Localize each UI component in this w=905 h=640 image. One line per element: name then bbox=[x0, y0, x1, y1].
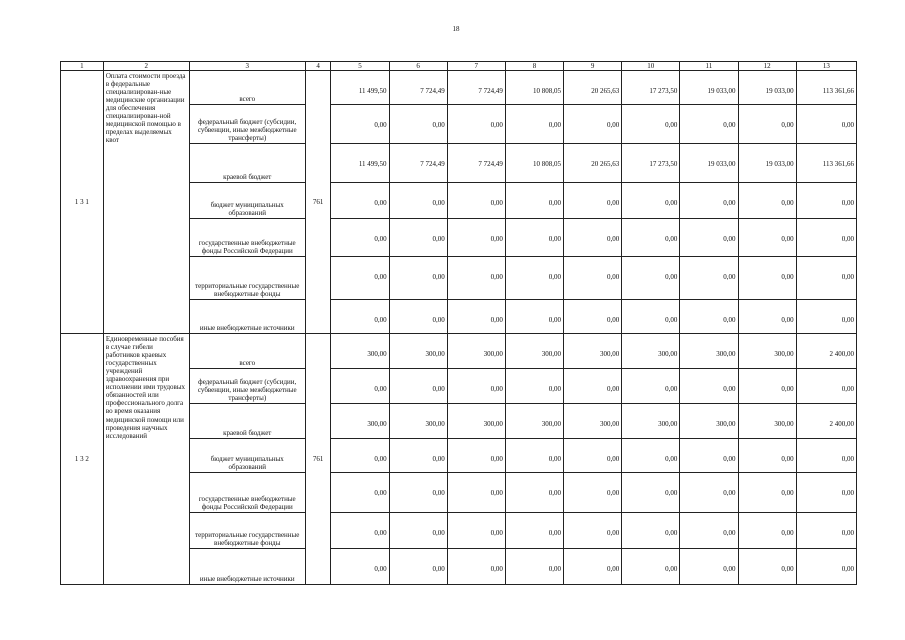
amount-cell: 0,00 bbox=[389, 513, 447, 549]
amount-cell: 0,00 bbox=[505, 439, 563, 473]
amount-cell: 0,00 bbox=[680, 439, 738, 473]
funding-source: государственные внебюджетные фонды Российской Федерации bbox=[189, 219, 305, 257]
amount-cell: 0,00 bbox=[389, 439, 447, 473]
amount-cell: 0,00 bbox=[564, 439, 622, 473]
amount-cell: 113 361,66 bbox=[796, 144, 856, 183]
amount-cell: 300,00 bbox=[331, 404, 389, 439]
amount-cell: 0,00 bbox=[680, 219, 738, 257]
amount-cell: 0,00 bbox=[331, 473, 389, 513]
funding-source: территориальные государственные внебюджетные фонды bbox=[189, 257, 305, 300]
funding-source: иные внебюджетные источники bbox=[189, 300, 305, 334]
column-header: 7 bbox=[447, 62, 505, 71]
amount-cell: 0,00 bbox=[738, 183, 796, 219]
page-number: 18 bbox=[452, 25, 460, 33]
funding-source: федеральный бюджет (субсидии, субвенции, иные межбюджетные трансферты) bbox=[189, 369, 305, 404]
amount-cell: 10 808,05 bbox=[505, 71, 563, 105]
amount-cell: 0,00 bbox=[796, 105, 856, 144]
amount-cell: 20 265,63 bbox=[564, 71, 622, 105]
amount-cell: 17 273,50 bbox=[622, 144, 680, 183]
amount-cell: 0,00 bbox=[622, 513, 680, 549]
amount-cell: 0,00 bbox=[680, 473, 738, 513]
amount-cell: 300,00 bbox=[680, 334, 738, 369]
amount-cell: 0,00 bbox=[389, 183, 447, 219]
amount-cell: 0,00 bbox=[564, 513, 622, 549]
column-header: 9 bbox=[564, 62, 622, 71]
amount-cell: 0,00 bbox=[622, 473, 680, 513]
amount-cell: 0,00 bbox=[389, 105, 447, 144]
amount-cell: 0,00 bbox=[505, 473, 563, 513]
amount-cell: 0,00 bbox=[622, 549, 680, 585]
amount-cell: 300,00 bbox=[738, 334, 796, 369]
amount-cell: 0,00 bbox=[447, 219, 505, 257]
table-row bbox=[61, 71, 857, 105]
amount-cell: 0,00 bbox=[796, 439, 856, 473]
amount-cell: 2 400,00 bbox=[796, 334, 856, 369]
funding-source: краевой бюджет bbox=[189, 404, 305, 439]
column-header: 3 bbox=[189, 62, 305, 71]
amount-cell: 0,00 bbox=[796, 257, 856, 300]
column-header: 11 bbox=[680, 62, 738, 71]
amount-cell: 0,00 bbox=[447, 473, 505, 513]
amount-cell: 0,00 bbox=[447, 439, 505, 473]
amount-cell: 0,00 bbox=[447, 105, 505, 144]
amount-cell: 0,00 bbox=[505, 549, 563, 585]
amount-cell: 7 724,49 bbox=[389, 144, 447, 183]
amount-cell: 300,00 bbox=[680, 404, 738, 439]
amount-cell: 0,00 bbox=[331, 513, 389, 549]
amount-cell: 2 400,00 bbox=[796, 404, 856, 439]
amount-cell: 0,00 bbox=[796, 369, 856, 404]
table-row bbox=[61, 334, 857, 369]
amount-cell: 0,00 bbox=[331, 369, 389, 404]
amount-cell: 0,00 bbox=[564, 473, 622, 513]
amount-cell: 0,00 bbox=[738, 219, 796, 257]
amount-cell: 0,00 bbox=[564, 549, 622, 585]
amount-cell: 113 361,66 bbox=[796, 71, 856, 105]
amount-cell: 0,00 bbox=[505, 513, 563, 549]
amount-cell: 0,00 bbox=[389, 369, 447, 404]
amount-cell: 0,00 bbox=[680, 300, 738, 334]
amount-cell: 0,00 bbox=[447, 549, 505, 585]
amount-cell: 0,00 bbox=[389, 219, 447, 257]
amount-cell: 11 499,50 bbox=[331, 71, 389, 105]
amount-cell: 300,00 bbox=[331, 334, 389, 369]
amount-cell: 0,00 bbox=[505, 183, 563, 219]
amount-cell: 0,00 bbox=[447, 183, 505, 219]
org-code: 761 bbox=[305, 334, 331, 585]
amount-cell: 0,00 bbox=[680, 369, 738, 404]
funding-source: всего bbox=[189, 334, 305, 369]
amount-cell: 0,00 bbox=[738, 300, 796, 334]
amount-cell: 0,00 bbox=[738, 549, 796, 585]
amount-cell: 0,00 bbox=[564, 219, 622, 257]
column-header: 5 bbox=[331, 62, 389, 71]
amount-cell: 0,00 bbox=[447, 300, 505, 334]
amount-cell: 19 033,00 bbox=[738, 71, 796, 105]
amount-cell: 17 273,50 bbox=[622, 71, 680, 105]
amount-cell: 19 033,00 bbox=[738, 144, 796, 183]
amount-cell: 300,00 bbox=[738, 404, 796, 439]
amount-cell: 0,00 bbox=[680, 549, 738, 585]
amount-cell: 7 724,49 bbox=[447, 144, 505, 183]
amount-cell: 0,00 bbox=[447, 369, 505, 404]
amount-cell: 0,00 bbox=[680, 105, 738, 144]
column-header: 8 bbox=[505, 62, 563, 71]
amount-cell: 0,00 bbox=[389, 473, 447, 513]
amount-cell: 0,00 bbox=[622, 439, 680, 473]
amount-cell: 0,00 bbox=[505, 369, 563, 404]
funding-source: бюджет муниципальных образований bbox=[189, 439, 305, 473]
amount-cell: 0,00 bbox=[622, 300, 680, 334]
funding-source: территориальные государственные внебюджетные фонды bbox=[189, 513, 305, 549]
item-title: Единовременные пособия в случае гибели работников краевых государственных учреждений здравоохранения при исполнении ими трудовых обязанностей или профессионального долга во время оказания медицинской помощи или проведения научных исследований bbox=[103, 334, 189, 585]
amount-cell: 300,00 bbox=[505, 404, 563, 439]
item-code: 1 3 2 bbox=[61, 334, 104, 585]
amount-cell: 10 808,05 bbox=[505, 144, 563, 183]
amount-cell: 0,00 bbox=[331, 105, 389, 144]
column-header: 10 bbox=[622, 62, 680, 71]
amount-cell: 0,00 bbox=[331, 439, 389, 473]
amount-cell: 7 724,49 bbox=[447, 71, 505, 105]
amount-cell: 0,00 bbox=[680, 183, 738, 219]
item-title: Оплата стоимости проезда в федеральные специализирован-ные медицинские организации для обеспечения специализирован-ной медицинской помощью в пределах выделяемых квот bbox=[103, 71, 189, 334]
amount-cell: 0,00 bbox=[622, 219, 680, 257]
amount-cell: 0,00 bbox=[738, 473, 796, 513]
amount-cell: 19 033,00 bbox=[680, 71, 738, 105]
amount-cell: 300,00 bbox=[447, 334, 505, 369]
amount-cell: 0,00 bbox=[447, 257, 505, 300]
header-row bbox=[61, 62, 857, 71]
amount-cell: 0,00 bbox=[447, 513, 505, 549]
amount-cell: 0,00 bbox=[331, 300, 389, 334]
funding-source: всего bbox=[189, 71, 305, 105]
amount-cell: 0,00 bbox=[796, 219, 856, 257]
amount-cell: 0,00 bbox=[796, 549, 856, 585]
amount-cell: 300,00 bbox=[447, 404, 505, 439]
org-code: 761 bbox=[305, 71, 331, 334]
amount-cell: 20 265,63 bbox=[564, 144, 622, 183]
column-header: 6 bbox=[389, 62, 447, 71]
amount-cell: 0,00 bbox=[564, 183, 622, 219]
column-header: 4 bbox=[305, 62, 331, 71]
amount-cell: 0,00 bbox=[331, 549, 389, 585]
amount-cell: 0,00 bbox=[796, 513, 856, 549]
amount-cell: 7 724,49 bbox=[389, 71, 447, 105]
column-header: 1 bbox=[61, 62, 104, 71]
amount-cell: 0,00 bbox=[738, 105, 796, 144]
amount-cell: 0,00 bbox=[389, 549, 447, 585]
amount-cell: 0,00 bbox=[389, 257, 447, 300]
amount-cell: 0,00 bbox=[505, 105, 563, 144]
amount-cell: 0,00 bbox=[331, 219, 389, 257]
amount-cell: 0,00 bbox=[796, 183, 856, 219]
funding-source: государственные внебюджетные фонды Российской Федерации bbox=[189, 473, 305, 513]
amount-cell: 0,00 bbox=[564, 300, 622, 334]
amount-cell: 0,00 bbox=[564, 105, 622, 144]
amount-cell: 300,00 bbox=[389, 334, 447, 369]
budget-table bbox=[60, 61, 857, 585]
amount-cell: 0,00 bbox=[505, 219, 563, 257]
amount-cell: 0,00 bbox=[622, 369, 680, 404]
amount-cell: 0,00 bbox=[622, 105, 680, 144]
funding-source: иные внебюджетные источники bbox=[189, 549, 305, 585]
amount-cell: 300,00 bbox=[564, 334, 622, 369]
amount-cell: 0,00 bbox=[680, 513, 738, 549]
amount-cell: 0,00 bbox=[622, 183, 680, 219]
amount-cell: 0,00 bbox=[331, 257, 389, 300]
amount-cell: 0,00 bbox=[331, 183, 389, 219]
amount-cell: 0,00 bbox=[564, 257, 622, 300]
column-header: 12 bbox=[738, 62, 796, 71]
amount-cell: 0,00 bbox=[738, 439, 796, 473]
funding-source: краевой бюджет bbox=[189, 144, 305, 183]
column-header: 2 bbox=[103, 62, 189, 71]
amount-cell: 0,00 bbox=[622, 257, 680, 300]
funding-source: бюджет муниципальных образований bbox=[189, 183, 305, 219]
amount-cell: 0,00 bbox=[796, 473, 856, 513]
amount-cell: 0,00 bbox=[505, 300, 563, 334]
item-code: 1 3 1 bbox=[61, 71, 104, 334]
amount-cell: 300,00 bbox=[622, 404, 680, 439]
amount-cell: 11 499,50 bbox=[331, 144, 389, 183]
amount-cell: 0,00 bbox=[564, 369, 622, 404]
funding-source: федеральный бюджет (субсидии, субвенции, иные межбюджетные трансферты) bbox=[189, 105, 305, 144]
amount-cell: 0,00 bbox=[738, 257, 796, 300]
amount-cell: 0,00 bbox=[505, 257, 563, 300]
amount-cell: 300,00 bbox=[564, 404, 622, 439]
amount-cell: 19 033,00 bbox=[680, 144, 738, 183]
amount-cell: 300,00 bbox=[389, 404, 447, 439]
amount-cell: 300,00 bbox=[622, 334, 680, 369]
column-header: 13 bbox=[796, 62, 856, 71]
amount-cell: 0,00 bbox=[738, 513, 796, 549]
amount-cell: 0,00 bbox=[796, 300, 856, 334]
amount-cell: 0,00 bbox=[738, 369, 796, 404]
amount-cell: 300,00 bbox=[505, 334, 563, 369]
amount-cell: 0,00 bbox=[389, 300, 447, 334]
amount-cell: 0,00 bbox=[680, 257, 738, 300]
